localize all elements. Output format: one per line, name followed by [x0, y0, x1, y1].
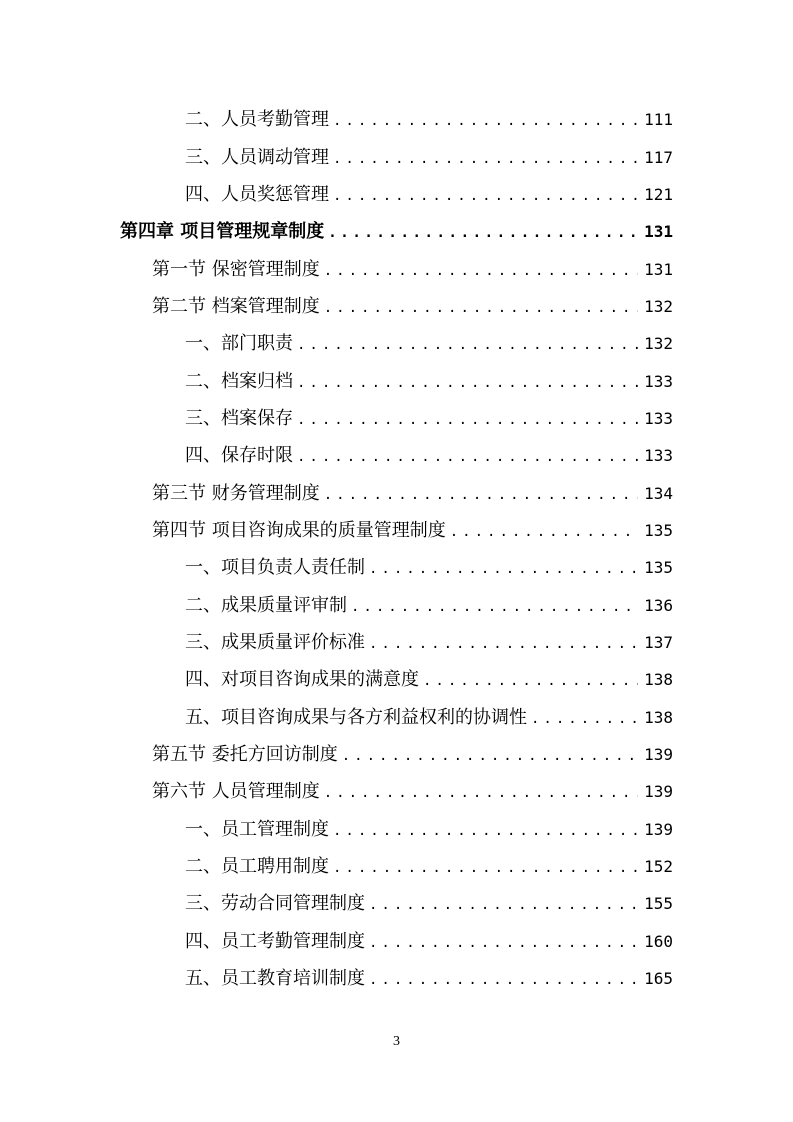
toc-entry-title: 二、员工聘用制度 [185, 856, 329, 878]
toc-leader-dots [297, 439, 638, 476]
toc-entry[interactable] [0, 624, 793, 661]
toc-leader-dots [324, 775, 638, 812]
toc-entry[interactable] [0, 362, 793, 399]
toc-entry[interactable] [0, 138, 793, 175]
toc-entry-page: 134 [644, 483, 673, 503]
toc-leader-dots [369, 962, 638, 999]
toc-leader-dots [297, 365, 638, 402]
toc-entry-title: 三、档案保存 [185, 407, 293, 429]
toc-entry-title: 五、员工教育培训制度 [185, 968, 365, 990]
toc-entry-page: 131 [644, 259, 673, 279]
toc-entry-title: 三、劳动合同管理制度 [185, 893, 365, 915]
toc-entry-title: 一、部门职责 [185, 333, 293, 355]
toc-entry[interactable] [0, 736, 793, 773]
toc-entry-page: 152 [644, 857, 673, 877]
toc-entry[interactable] [0, 437, 793, 474]
toc-leader-dots [333, 103, 638, 140]
toc-entry-title: 二、成果质量评审制 [185, 594, 347, 616]
toc-entry[interactable] [0, 811, 793, 848]
toc-entry[interactable] [0, 325, 793, 362]
toc-entry[interactable] [0, 250, 793, 287]
toc-leader-dots [324, 253, 638, 290]
toc-entry-page: 135 [644, 558, 673, 578]
toc-entry[interactable] [0, 400, 793, 437]
toc-entry[interactable] [0, 213, 793, 250]
toc-entry-page: 139 [644, 782, 673, 802]
toc-entry[interactable] [0, 661, 793, 698]
toc-leader-dots [328, 215, 638, 252]
toc-entry-page: 139 [644, 745, 673, 765]
toc-entry-title: 五、项目咨询成果与各方利益权利的协调性 [185, 706, 527, 728]
toc-leader-dots [324, 477, 638, 514]
toc-entry-page: 137 [644, 632, 673, 652]
toc-leader-dots [333, 813, 638, 850]
toc-entry-page: 133 [644, 408, 673, 428]
toc-leader-dots [369, 551, 638, 588]
toc-entry-page: 132 [644, 296, 673, 316]
toc-entry-page: 135 [644, 520, 673, 540]
toc-entry[interactable] [0, 549, 793, 586]
toc-leader-dots [369, 887, 638, 924]
toc-leader-dots [450, 514, 638, 551]
toc-entry-title: 三、人员调动管理 [185, 146, 329, 168]
toc-entry-title: 第二节 档案管理制度 [152, 295, 320, 317]
toc-entry-page: 136 [644, 595, 673, 615]
toc-leader-dots [333, 850, 638, 887]
toc-entry-title: 第一节 保密管理制度 [152, 258, 320, 280]
toc-entry-title: 第四节 项目咨询成果的质量管理制度 [152, 519, 446, 541]
toc-entry[interactable] [0, 176, 793, 213]
toc-entry-title: 四、人员奖惩管理 [185, 183, 329, 205]
toc-leader-dots [333, 178, 638, 215]
toc-entry-title: 四、保存时限 [185, 445, 293, 467]
toc-entry[interactable] [0, 288, 793, 325]
toc-entry-page: 138 [644, 670, 673, 690]
toc-leader-dots [324, 290, 638, 327]
toc-entry-title: 第四章 项目管理规章制度 [120, 221, 325, 243]
toc-entry[interactable] [0, 586, 793, 623]
toc-entry-title: 一、员工管理制度 [185, 818, 329, 840]
toc-entry-title: 三、成果质量评价标准 [185, 631, 365, 653]
toc-leader-dots [351, 589, 638, 626]
toc-entry-title: 第三节 财务管理制度 [152, 482, 320, 504]
toc-entry-page: 160 [644, 931, 673, 951]
toc-entry-title: 一、项目负责人责任制 [185, 557, 365, 579]
toc-entry-title: 四、对项目咨询成果的满意度 [185, 669, 419, 691]
toc-leader-dots [297, 327, 638, 364]
toc-entry-page: 132 [644, 334, 673, 354]
toc-entry-page: 121 [644, 184, 673, 204]
toc-entry[interactable] [0, 848, 793, 885]
toc-entry-title: 二、人员考勤管理 [185, 109, 329, 131]
page-number: 3 [393, 1034, 400, 1049]
toc-entry-page: 133 [644, 446, 673, 466]
toc-leader-dots [531, 701, 638, 738]
toc-entry[interactable] [0, 101, 793, 138]
toc-entry[interactable] [0, 512, 793, 549]
toc-leader-dots [423, 663, 638, 700]
toc-entry-page: 165 [644, 969, 673, 989]
toc-leader-dots [342, 738, 638, 775]
toc-entry[interactable] [0, 699, 793, 736]
toc-entry-page: 131 [644, 222, 673, 242]
table-of-contents [0, 101, 793, 997]
toc-entry-title: 二、档案归档 [185, 370, 293, 392]
toc-entry[interactable] [0, 474, 793, 511]
toc-leader-dots [369, 925, 638, 962]
toc-leader-dots [333, 141, 638, 178]
toc-leader-dots [297, 402, 638, 439]
toc-entry[interactable] [0, 923, 793, 960]
toc-entry-title: 第六节 人员管理制度 [152, 781, 320, 803]
toc-entry-page: 133 [644, 371, 673, 391]
toc-entry[interactable] [0, 773, 793, 810]
toc-entry-page: 139 [644, 819, 673, 839]
toc-entry-page: 117 [644, 147, 673, 167]
toc-entry-page: 155 [644, 894, 673, 914]
toc-entry-page: 111 [644, 110, 673, 130]
toc-entry[interactable] [0, 960, 793, 997]
toc-leader-dots [369, 626, 638, 663]
toc-entry-page: 138 [644, 707, 673, 727]
toc-entry-title: 四、员工考勤管理制度 [185, 930, 365, 952]
toc-entry-title: 第五节 委托方回访制度 [152, 744, 338, 766]
toc-entry[interactable] [0, 885, 793, 922]
